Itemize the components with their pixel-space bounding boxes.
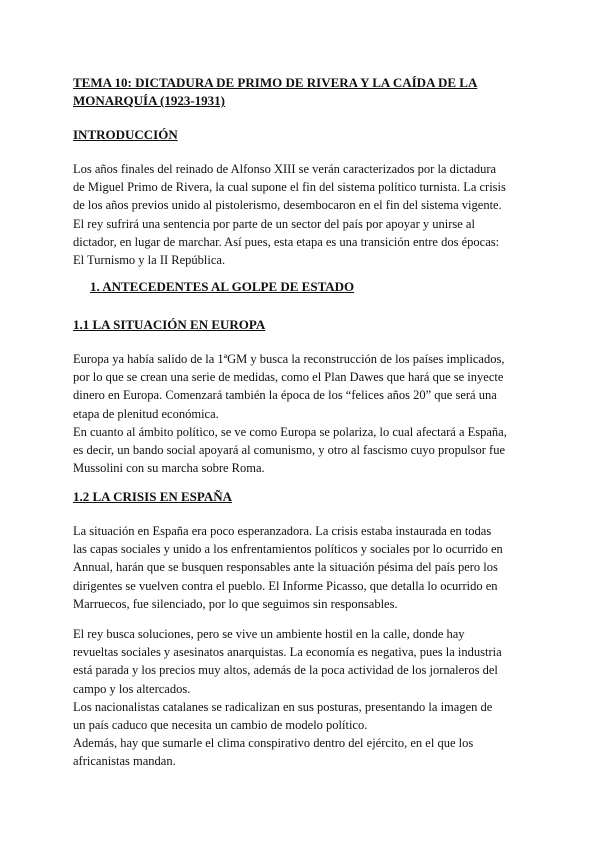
paragraph-line: de Miguel Primo de Rivera, la cual supone el fin del sistema político turnista. La crisis — [73, 180, 506, 195]
paragraph-line: de los años previos unido al pistolerismo, desembocaron en el fin del sistema vigente. — [73, 198, 502, 213]
paragraph-line: Además, hay que sumarle el clima conspirativo dentro del ejército, en el que los — [73, 736, 474, 751]
paragraph-line: es decir, un bando social apoyará al comunismo, y otro al fascismo cuyo propulsor fue — [73, 443, 506, 458]
europe-paragraph — [73, 350, 529, 477]
paragraph-line: africanistas mandan. — [73, 754, 176, 769]
paragraph-line: etapa de plenitud económica. — [73, 406, 219, 421]
paragraph-line: dinero en Europa. Comenzará también la época de los “felices años 20” que será una — [73, 388, 497, 403]
intro-heading: INTRODUCCIÓN — [73, 127, 178, 142]
paragraph-line: En cuanto al ámbito político, se ve como Europa se polariza, lo cual afectará a España, — [73, 424, 507, 439]
section-1-2-heading: 1.2 LA CRISIS EN ESPAÑA — [73, 489, 233, 504]
paragraph-line: está parada y los precios muy altos, además de la poca actividad de los jornaleros del — [73, 663, 498, 678]
paragraph-line: dirigentes se vuelven contra el pueblo. El Informe Picasso, que detalla lo ocurrido en — [73, 578, 498, 593]
section-1-heading: 1. ANTECEDENTES AL GOLPE DE ESTADO — [90, 279, 355, 294]
paragraph-line: El rey busca soluciones, pero se vive un ambiente hostil en la calle, donde hay — [73, 627, 465, 641]
paragraph-line: Los años finales del reinado de Alfonso XIII se verán caracterizados por la dictadura — [73, 162, 497, 176]
paragraph-line: Los nacionalistas catalanes se radicalizan en sus posturas, presentando la imagen de — [73, 699, 493, 714]
spain-paragraph-2 — [73, 625, 529, 771]
paragraph-line: un país caduco que necesita un cambio de modelo político. — [73, 718, 368, 733]
paragraph-line: El Turnismo y la II República. — [73, 253, 226, 268]
paragraph-line: El rey sufrirá una sentencia por parte de un sector del país por apoyar y unirse al — [73, 216, 475, 231]
intro-paragraph — [73, 160, 529, 269]
paragraph-line: La situación en España era poco esperanzadora. La crisis estaba instaurada en todas — [73, 524, 492, 538]
paragraph-line: las capas sociales y unido a los enfrentamientos políticos y sociales por lo ocurrido en — [73, 542, 503, 557]
paragraph-line: Europa ya había salido de la 1ªGM y busca la reconstrucción de los países implicados, — [73, 352, 505, 366]
document-title — [73, 74, 533, 110]
spain-paragraph-1 — [73, 522, 529, 613]
paragraph-line: revueltas sociales y asesinatos anarquistas. La economía es negativa, pues la industria — [73, 645, 502, 660]
paragraph-line: Marruecos, fue silenciado, por lo que seguimos sin responsables. — [73, 596, 398, 611]
paragraph-line: por lo que se crean una serie de medidas, como el Plan Dawes que hará que se inyecte — [73, 370, 504, 385]
paragraph-line: campo y los altercados. — [73, 681, 191, 696]
title-line-2: MONARQUÍA (1923-1931) — [73, 93, 226, 108]
paragraph-line: Annual, harán que se busquen responsables ante la situación pésima del país pero los — [73, 560, 498, 575]
section-1-1-heading: 1.1 LA SITUACIÓN EN EUROPA — [73, 317, 266, 332]
paragraph-line: Mussolini con su marcha sobre Roma. — [73, 461, 265, 476]
paragraph-line: dictador, en lugar de marchar. Así pues, esta etapa es una transición entre dos épocas: — [73, 234, 500, 249]
title-line-1: TEMA 10: DICTADURA DE PRIMO DE RIVERA Y LA CAÍDA DE LA — [73, 75, 478, 90]
